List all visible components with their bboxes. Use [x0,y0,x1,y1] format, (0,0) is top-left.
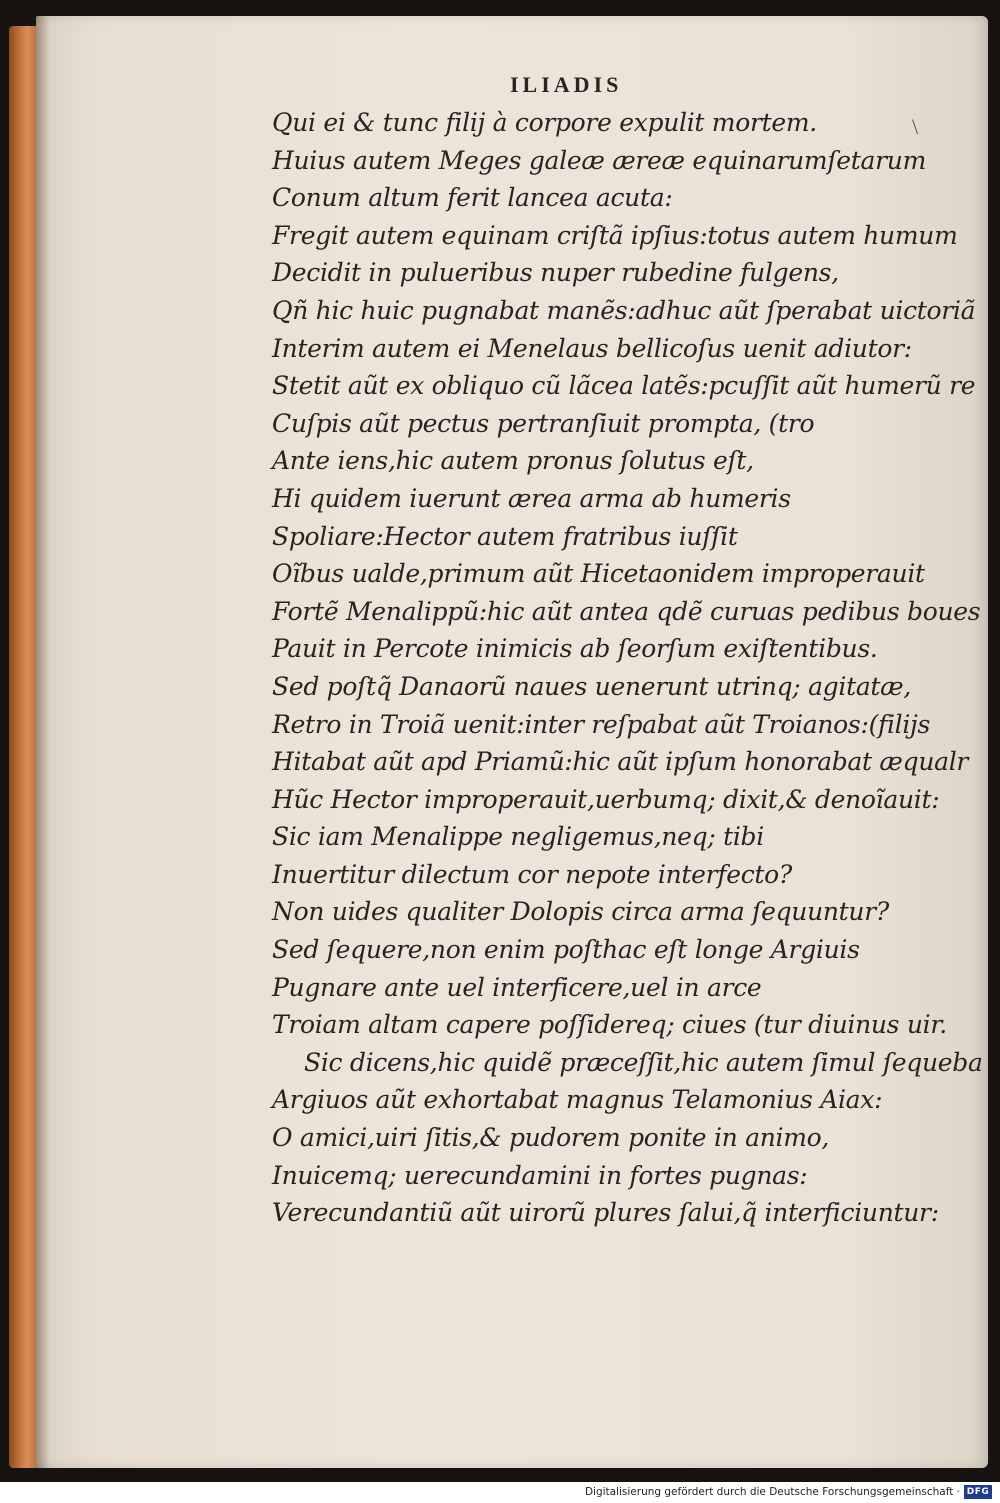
verse-line: Fregit autem equinam criſtã ipſius:totus autem humum [272,220,958,250]
digitization-credit: Digitalisierung gefördert durch die Deutsche Forschungsgemeinschaft · [584,1486,960,1498]
verse-line: Argiuos aũt exhortabat magnus Telamonius Aiax: [272,1085,883,1115]
verse-line: Conum altum ferit lancea acuta: [272,183,673,213]
verse-line: Pugnare ante uel interficere,uel in arce [272,972,762,1002]
verse-line: Inuertitur dilectum cor nepote interfecto? [272,859,793,889]
verse-line: Verecundantiũ aũt uirorũ plures ſalui,q̃ interficiuntur: [272,1198,939,1228]
verse-line: Huius autem Meges galeæ æreæ equinarumſetarum [272,145,926,175]
verse-line: Cuſpis aũt pectus pertranſiuit prompta, (tro [272,408,815,438]
verse-line: Qñ hic huic pugnabat manẽs:adhuc aũt ſperabat uictoriã [272,295,976,325]
verse-line: Interim autem ei Menelaus bellicoſus uenit adiutor: [272,333,912,363]
margin-mark: \ [912,114,919,139]
book-fore-edge [9,26,39,1468]
verse-line: Retro in Troiã uenit:inter reſpabat aũt Troianos:(filijs [272,709,931,739]
verse-text-block [272,104,983,1232]
verse-line: Sic dicens,hic quidẽ præceſſit,hic autem ſimul ſequeba [304,1047,983,1077]
verse-line: Sed ſequere,non enim poſthac eſt longe Argiuis [272,935,860,965]
verse-line: Hũc Hector improperauit,uerbumq; dixit,& denoĩauit: [272,784,940,814]
verse-line: Qui ei & tunc filij à corpore expulit mortem. [272,108,817,137]
verse-line: Oĩbus ualde,primum aũt Hicetaonidem improperauit [272,559,925,589]
dfg-logo: DFG [964,1485,992,1499]
page-gutter-shadow [36,16,50,1468]
verse-line: Hi quidem iuerunt ærea arma ab humeris [272,483,791,513]
verse-line: Inuicemq; uerecundamini in fortes pugnas: [272,1160,808,1190]
verse-line: Troiam altam capere poſſidereq; ciues (tur diuinus uir. [272,1010,947,1040]
verse-line: O amici,uiri ſitis,& pudorem ponite in animo, [272,1123,829,1153]
verse-line: Decidit in pulueribus nuper rubedine fulgens, [272,258,839,288]
verse-line: Non uides qualiter Dolopis circa arma ſequuntur? [272,897,889,927]
verse-line: Ante iens,hic autem pronus ſolutus eſt, [272,446,754,476]
verse-line: Hitabat aũt apd Priamũ:hic aũt ipſum honorabat æqualr [272,747,969,777]
running-head: ILIADIS [510,72,623,97]
footer-bar [0,1482,1000,1503]
verse-line: Stetit aũt ex obliquo cũ lãcea latẽs:pcuſſit aũt humerũ re [272,371,976,401]
verse-line: Sed poſtq̃ Danaorũ naues uenerunt utrinq; agitatæ, [272,671,912,701]
verse-line: Fortẽ Menalippũ:hic aũt antea qdẽ curuas pedibus boues [272,596,981,626]
verse-line: Pauit in Percote inimicis ab ſeorſum exiſtentibus. [272,634,878,664]
verse-line: Sic iam Menalippe negligemus,neq; tibi [272,822,764,852]
verse-line: Spoliare:Hector autem fratribus iuſſit [272,521,738,551]
